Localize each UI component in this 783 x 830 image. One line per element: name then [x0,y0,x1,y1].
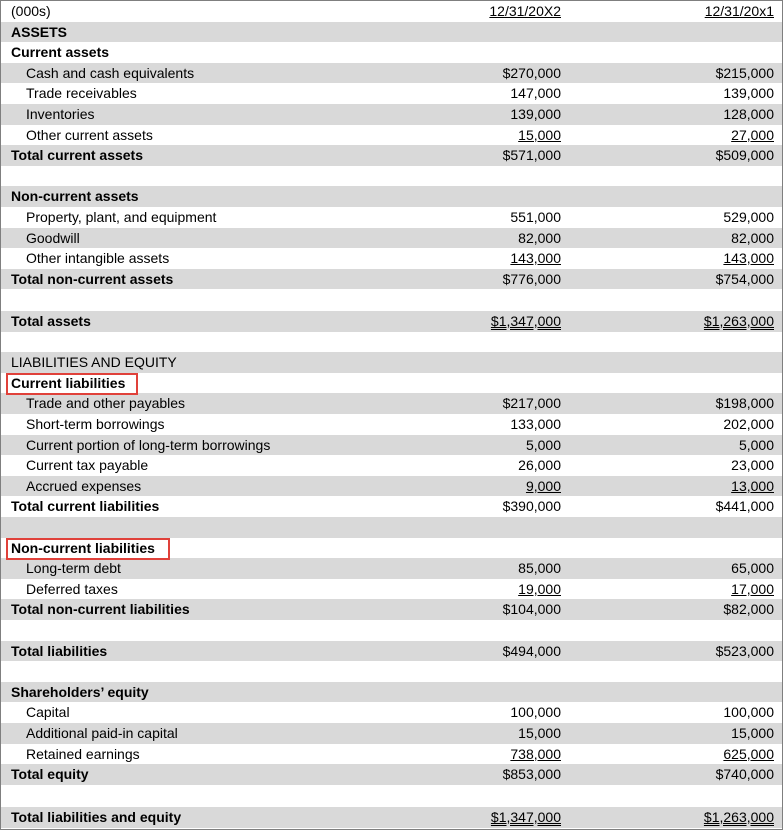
row-label: Capital [26,704,70,721]
value-20x1: 13,000 [731,477,774,494]
value-20x1: $1,263,000 [703,313,774,329]
table-row [1,455,782,476]
value-20x2: $494,000 [502,642,561,659]
value-20x1: 82,000 [731,229,774,246]
value-20x1: 143,000 [723,250,774,267]
value-20x2: 15,000 [518,725,561,741]
value-20x1: 128,000 [723,106,774,122]
row-label: Current tax payable [26,457,149,474]
table-row [1,83,782,104]
value-20x2: 19,000 [518,580,561,597]
value-20x1: 139,000 [723,85,774,102]
subsection-heading-row [1,682,782,703]
table-row [1,63,782,84]
table-row [1,744,782,765]
spacer-row [1,785,782,806]
section-heading-row [1,22,782,43]
spacer-row [1,620,782,641]
row-label: Inventories [26,106,95,122]
section-heading-row [1,352,782,373]
row-label: Shareholders’ equity [11,683,149,700]
value-20x2: 738,000 [510,745,561,762]
header-row [1,1,782,22]
total-row [1,599,782,620]
row-label: Other intangible assets [26,250,170,267]
row-label: Cash and cash equivalents [26,64,195,81]
value-20x2: 82,000 [518,229,561,246]
row-label: Long-term debt [26,560,121,577]
value-20x1: 5,000 [738,436,774,453]
column-header-20x1: 12/31/20x1 [704,3,774,19]
table-row [1,248,782,269]
spacer-row [1,661,782,682]
table-row [1,104,782,125]
value-20x2: $776,000 [502,270,561,287]
total-row [1,145,782,166]
spacer-row [1,517,782,538]
subsection-heading-row [1,186,782,207]
value-20x1: $198,000 [715,395,774,412]
value-20x2: $571,000 [502,147,561,164]
value-20x1: $441,000 [715,498,774,515]
row-label: Total non-current assets [11,270,174,287]
value-20x2: 26,000 [518,457,561,474]
row-label: Total assets [11,313,91,329]
value-20x1: $754,000 [715,270,774,287]
value-20x2: 5,000 [525,436,561,453]
row-label: Additional paid-in capital [26,725,178,741]
row-label: Total liabilities and equity [11,809,182,825]
total-row [1,764,782,785]
row-label: Goodwill [26,229,80,246]
value-20x2: 551,000 [510,209,561,225]
spacer-row [1,289,782,310]
table-row [1,476,782,497]
table-row [1,558,782,579]
row-label: Retained earnings [26,745,140,762]
table-row [1,414,782,435]
units-label: (000s) [11,3,51,19]
value-20x2: $390,000 [502,498,561,515]
row-label: Non-current assets [11,188,139,205]
value-20x2: $1,347,000 [490,809,561,825]
current-liabilities-highlight [6,373,138,395]
row-label: Total equity [11,766,89,783]
value-20x1: 23,000 [731,457,774,474]
table-row [1,435,782,456]
non-current-liabilities-highlight [6,538,170,560]
value-20x1: 100,000 [723,704,774,721]
spacer-row [1,166,782,187]
total-row [1,496,782,517]
value-20x2: 133,000 [510,416,561,432]
table-row [1,702,782,723]
row-label: Current portion of long-term borrowings [26,436,271,453]
table-row [1,579,782,600]
value-20x1: $82,000 [723,601,774,618]
value-20x2: $1,347,000 [490,313,561,329]
table-row [1,393,782,414]
row-label: Other current assets [26,126,153,143]
total-row [1,641,782,662]
row-label: Current liabilities [11,374,126,391]
value-20x1: 625,000 [723,745,774,762]
value-20x1: $509,000 [715,147,774,164]
value-20x1: $1,263,000 [703,809,774,825]
value-20x2: 143,000 [510,250,561,267]
grand-total-row [1,311,782,332]
row-label: Total current liabilities [11,498,160,515]
value-20x2: $217,000 [502,395,561,412]
value-20x2: 100,000 [510,704,561,721]
value-20x1: $740,000 [715,766,774,783]
value-20x2: 15,000 [518,126,561,143]
column-header-20x2: 12/31/20X2 [489,3,561,19]
row-label: Total non-current liabilities [11,601,190,618]
value-20x2: 85,000 [518,560,561,577]
total-row [1,269,782,290]
row-label: Total current assets [11,147,144,164]
spacer-row [1,332,782,353]
row-label: Trade receivables [26,85,137,102]
row-label: Trade and other payables [26,395,186,412]
value-20x1: 27,000 [731,126,774,143]
value-20x1: $523,000 [715,642,774,659]
table-row [1,723,782,744]
row-label: Total liabilities [11,642,108,659]
row-label: ASSETS [11,23,68,40]
row-label: Deferred taxes [26,580,118,597]
value-20x1: 15,000 [731,725,774,741]
grand-total-row [1,807,782,828]
subsection-heading-row [1,42,782,63]
row-label: Current assets [11,44,110,61]
value-20x1: 65,000 [731,560,774,577]
value-20x1: 17,000 [731,580,774,597]
value-20x2: $853,000 [502,766,561,783]
value-20x1: $215,000 [715,64,774,81]
table-row [1,125,782,146]
value-20x1: 202,000 [723,416,774,432]
value-20x2: $104,000 [502,601,561,618]
value-20x2: $270,000 [502,64,561,81]
table-row [1,207,782,228]
row-label: Accrued expenses [26,477,142,494]
row-label: Short-term borrowings [26,416,165,432]
value-20x2: 147,000 [510,85,561,102]
value-20x1: 529,000 [723,209,774,225]
table-row [1,228,782,249]
value-20x2: 139,000 [510,106,561,122]
row-label: Non-current liabilities [11,539,155,556]
row-label: LIABILITIES AND EQUITY [11,354,177,371]
value-20x2: 9,000 [525,477,561,494]
row-label: Property, plant, and equipment [26,209,217,225]
